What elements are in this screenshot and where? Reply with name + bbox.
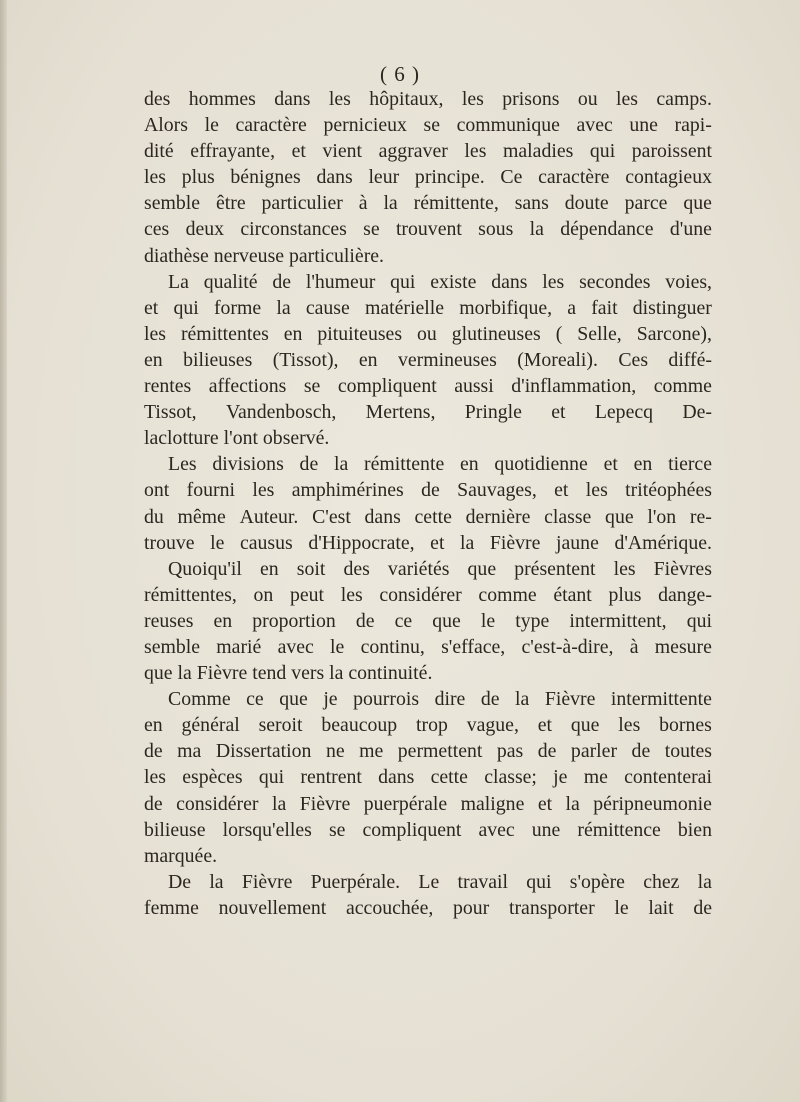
word: Ces [618,348,649,371]
word: vermineuses [397,348,497,371]
word: rentrent [300,766,362,789]
word: tritéophées [625,479,712,502]
word: semble [144,192,201,215]
word: d'une [669,218,712,241]
word: en [144,714,163,737]
word: rémittente, [413,192,499,215]
word: pourrois [353,688,420,711]
word: considérer [176,792,259,815]
word: que [279,688,308,711]
word: mesure [654,635,712,658]
word: reuses [144,609,194,632]
word: contagieux [625,166,712,189]
word: proportion [252,609,336,632]
word: que [467,557,497,580]
word: se [303,375,321,398]
word: (Tissot), [272,348,339,371]
word: pernicieux [323,114,407,137]
word: les [618,714,641,737]
word: peut [289,583,325,606]
word: rémittentes, [144,583,237,606]
word: maligne [460,792,525,815]
word: le [210,531,225,554]
word: en [144,348,163,371]
word: La [168,270,189,293]
word: une [531,818,561,841]
word: ou [577,88,598,110]
word: Lepecq [594,401,654,424]
word: et [551,401,566,424]
word: rémittente [364,453,445,476]
word: tierce [668,453,712,476]
word: en [213,609,233,632]
word: Les [168,453,197,476]
word: rémittence [577,818,661,841]
word: les [144,322,166,345]
word: la [271,792,287,815]
word: chez [643,870,680,893]
word: morbifique, [459,296,553,319]
word: ce [246,688,264,711]
word: deux [185,218,225,241]
word: ce [394,609,413,632]
text-line [144,608,712,634]
word: existe [430,270,477,293]
word: en [459,453,479,476]
word: en [633,453,653,476]
word: en [260,557,279,580]
word: amphimérines [291,479,404,502]
word: la [565,792,580,815]
word: De- [682,401,712,424]
word: Vandenbosch, [225,401,337,424]
word: se [328,818,346,841]
word: la [383,192,398,215]
word: caractère [538,166,610,189]
word: bénignes [230,166,301,189]
word: parler [570,740,618,763]
word: qui [589,140,616,163]
word: rentes [144,375,192,398]
word: sans [514,192,549,215]
word: à [358,192,368,215]
word: dans [274,88,311,110]
text-line [144,347,712,373]
word: d'Hippocrate, [308,531,415,554]
word: hommes [188,88,256,110]
word: en [283,322,303,345]
text-line [144,895,712,921]
word: ma [177,740,202,763]
word: bien [677,818,712,841]
text-line [144,634,712,660]
word: de [144,740,163,763]
word: et [430,531,445,554]
text-line [144,216,712,242]
word: les [616,88,638,110]
word: de [355,609,375,632]
word: qui [526,870,552,893]
word: toutes [664,740,712,763]
word: ont [144,479,170,502]
word: les [464,140,487,163]
word: Puerpérale. [310,870,401,893]
word: dire [434,688,466,711]
word: que [570,714,600,737]
word: s'efface, [441,635,506,658]
word: je [553,766,568,789]
word: des [343,557,370,580]
text-line [144,451,712,477]
word: caractère [235,114,307,137]
word: et [537,792,553,815]
word: et [554,479,569,502]
word: Fièvre [241,870,293,893]
word: seroit [258,714,303,737]
word: distinguer [632,296,712,319]
word: sous [478,218,514,241]
word: espèces [182,766,243,789]
word: lait [648,896,674,919]
word: contenterai [624,766,712,789]
text-line [144,112,712,138]
word: nouvellement [218,896,327,919]
page-number: ( 6 ) [380,62,420,86]
word: la [333,453,349,476]
word: compliquent [337,375,437,398]
word: puerpérale [363,792,448,815]
word: a [567,296,577,319]
text-line: que la Fièvre tend vers la continuité. [144,662,433,685]
word: présentent [514,557,596,580]
word: dité [144,140,174,163]
word: Fièvre [489,531,541,554]
word: la [529,218,544,241]
text-line [144,817,712,843]
text-line [144,738,712,764]
word: ( [555,322,563,345]
word: que [432,609,461,632]
word: d'inflammation, [511,375,637,398]
word: maladies [503,140,574,163]
word: les [585,479,608,502]
word: une [629,114,658,137]
word: trop [416,714,448,737]
word: comme [653,375,712,398]
word: de [272,270,292,293]
word: le [480,609,496,632]
word: Selle, [577,322,622,345]
word: circonstances [240,218,347,241]
word: que [683,192,712,215]
word: transporter [508,896,595,919]
word: les [613,557,636,580]
word: Quoiqu'il [168,557,242,580]
word: cette [414,505,452,528]
text-line [144,373,712,399]
word: la [276,296,291,319]
word: les [328,88,351,110]
word: prisons [502,88,560,110]
word: Ce [500,166,523,189]
word: Tissot, [144,401,197,424]
word: C'est [312,505,351,528]
word: se [363,218,380,241]
word: vague, [466,714,519,737]
text-line [144,164,712,190]
word: camps. [656,88,712,110]
word: considérer [379,583,462,606]
word: beaucoup [321,714,398,737]
word: l'humeur [305,270,376,293]
word: la [697,870,712,893]
word: dans [491,270,528,293]
word: Alors [144,114,188,137]
word: variétés [387,557,450,580]
word: s'opère [569,870,625,893]
text-line [144,764,712,790]
word: de [480,688,500,711]
word: dange- [658,583,712,606]
word: secondes [579,270,651,293]
word: Pringle [464,401,522,424]
word: les [252,479,275,502]
word: diffé- [668,348,712,371]
word: leur [368,166,400,189]
word: vient [322,140,363,163]
word: Le [418,870,440,893]
word: des [144,88,171,110]
body-text [144,86,712,921]
word: le [614,896,629,919]
word: Auteur. [239,505,299,528]
page-binding-edge [0,0,7,1102]
word: marié [216,635,262,658]
word: Dissertation [215,740,312,763]
word: bilieuse [144,818,206,841]
word: avec [277,635,314,658]
word: les [144,166,166,189]
word: être [215,192,246,215]
word: intermittent, [569,609,667,632]
word: Fièvre [544,688,596,711]
word: semble [144,635,201,658]
word: rapi- [674,114,712,137]
word: en [358,348,378,371]
text-line [144,582,712,608]
word: les [461,88,484,110]
text-line [144,556,712,582]
text-line [144,712,712,738]
word: de [537,740,557,763]
word: Sarcone), [636,322,712,345]
word: pour [453,896,490,919]
word: les [542,270,565,293]
word: type [515,609,550,632]
word: d'Amérique. [614,531,712,554]
word: continu, [360,635,425,658]
word: et [144,296,159,319]
text-line [144,295,712,321]
word: femme [144,896,199,919]
word: voies, [665,270,712,293]
word: l'on [647,505,677,528]
word: fourni [186,479,235,502]
word: se [423,114,441,137]
word: Fièvre [299,792,351,815]
text-line [144,869,712,895]
word: dans [316,166,353,189]
word: on [253,583,274,606]
word: hôpitaux, [369,88,444,110]
word: communique [456,114,560,137]
word: pas [496,740,524,763]
word: causus [239,531,293,554]
word: de [144,792,163,815]
word: travail [457,870,509,893]
word: intermittente [610,688,712,711]
word: je [323,688,338,711]
word: classe [544,505,592,528]
word: avec [576,114,613,137]
word: qui [686,609,712,632]
text-line [144,190,712,216]
word: ou [416,322,437,345]
word: quotidienne [494,453,588,476]
word: même [177,505,226,528]
word: de [299,453,319,476]
word: et [291,140,306,163]
word: qualité [203,270,258,293]
word: la [515,688,530,711]
word: principe. [414,166,485,189]
word: ces [144,218,170,241]
word: les [340,583,363,606]
word: (Moreali). [517,348,598,371]
word: forme [213,296,262,319]
word: permettent [397,740,483,763]
word: trouvent [395,218,462,241]
word: de [421,479,440,502]
text-line [144,477,712,503]
word: aggraver [378,140,448,163]
word: classe; [484,766,537,789]
word: divisions [212,453,284,476]
word: compliquent [362,818,462,841]
word: le [204,114,219,137]
text-line [144,399,712,425]
word: particulier [261,192,343,215]
word: Comme [168,688,231,711]
word: général [181,714,240,737]
text-line [144,530,712,556]
word: soit [296,557,326,580]
word: que [605,505,634,528]
word: dernière [465,505,531,528]
word: doute [564,192,609,215]
text-line: diathèse nerveuse particulière. [144,244,385,267]
word: et [537,714,553,737]
word: avec [478,818,515,841]
text-line [144,504,712,530]
word: plus [181,166,215,189]
word: pituiteuses [317,322,403,345]
word: Mertens, [365,401,436,424]
text-line [144,269,712,295]
word: rémittentes [180,322,269,345]
word: la [209,870,224,893]
word: dans [364,505,401,528]
word: accouchée, [346,896,434,919]
word: glutineuses [451,322,541,345]
word: et [603,453,618,476]
word: matérielle [364,296,445,319]
word: effrayante, [190,140,276,163]
word: de [693,896,712,919]
word: cette [430,766,468,789]
word: les [144,766,166,789]
word: cause [305,296,350,319]
word: me [359,740,384,763]
word: paroissent [631,140,712,163]
word: me [583,766,608,789]
word: trouve [144,531,195,554]
word: à [629,635,639,658]
word: affections [208,375,287,398]
word: Sauvages, [457,479,537,502]
word: qui [173,296,199,319]
word: De [168,870,192,893]
word: ne [325,740,345,763]
word: plus [608,583,642,606]
word: étant [553,583,592,606]
word: Fièvres [653,557,712,580]
word: lorsqu'elles [222,818,312,841]
text-line [144,791,712,817]
word: qui [258,766,285,789]
text-line [144,138,712,164]
word: jaune [556,531,599,554]
text-line: laclotture l'ont observé. [144,427,330,450]
word: le [330,635,345,658]
word: la [460,531,475,554]
word: comme [478,583,537,606]
text-line: marquée. [144,844,218,867]
word: fait [591,296,618,319]
word: de [631,740,651,763]
word: bornes [659,714,712,737]
word: qui [390,270,416,293]
word: parce [624,192,668,215]
word: péripneumonie [593,792,712,815]
word: du [144,505,164,528]
word: dépendance [560,218,654,241]
word: re- [689,505,712,528]
word: dans [378,766,415,789]
word: c'est-à-dire, [521,635,614,658]
text-line [144,686,712,712]
text-line [144,86,712,112]
word: bilieuses [183,348,253,371]
word: aussi [454,375,494,398]
text-line [144,321,712,347]
